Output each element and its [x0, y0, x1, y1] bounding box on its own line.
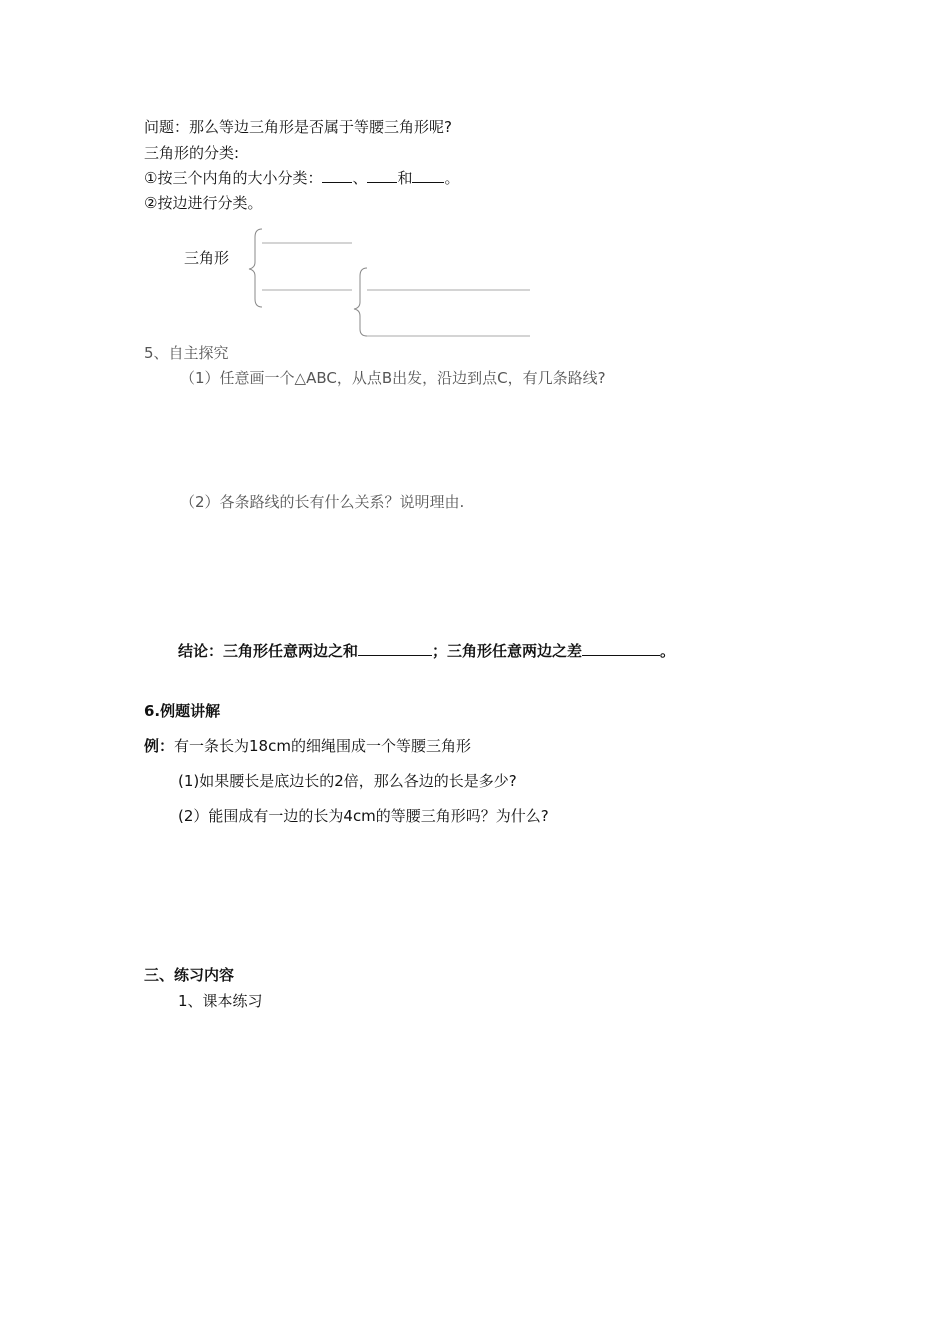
example-label: 例： — [144, 737, 175, 755]
outer-brace — [249, 229, 262, 307]
section5-question-1: （1）任意画一个△ABC，从点B出发，沿边到点C，有几条路线? — [180, 369, 606, 387]
blank-sum[interactable] — [358, 641, 432, 656]
section5-title: 5、自主探究 — [144, 344, 229, 362]
question-text: 问题：那么等边三角形是否属于等腰三角形呢? — [144, 118, 452, 136]
conclusion — [178, 641, 675, 661]
example-text: 有一条长为18cm的细绳围成一个等腰三角形 — [174, 737, 471, 755]
conclusion-end: 。 — [660, 642, 676, 660]
example-question-1: (1)如果腰长是底边长的2倍，那么各边的长是多少? — [178, 772, 517, 790]
classify-by-angle-label: ①按三个内角的大小分类： — [144, 169, 323, 187]
inner-brace — [354, 268, 367, 336]
blank-difference[interactable] — [582, 641, 660, 656]
classify-end: 。 — [444, 169, 460, 187]
section5-question-2: （2）各条路线的长有什么关系？说明理由. — [180, 493, 465, 511]
diagram-label-triangle: 三角形 — [184, 249, 230, 267]
separator-1: 、 — [352, 169, 368, 187]
section3-title: 三、练习内容 — [144, 966, 235, 984]
example-line — [144, 736, 471, 756]
separator-2: 和 — [397, 169, 413, 187]
example-question-2: (2）能围成有一边的长为4cm的等腰三角形吗？为什么? — [178, 807, 549, 825]
classification-title: 三角形的分类: — [144, 144, 240, 162]
conclusion-mid: ；三角形任意两边之差 — [432, 642, 583, 660]
section3-item-1: 1、课本练习 — [178, 992, 263, 1010]
classify-by-side: ②按边进行分类。 — [144, 194, 263, 212]
section6-title: 6.例题讲解 — [144, 702, 221, 720]
conclusion-prefix: 结论：三角形任意两边之和 — [178, 642, 359, 660]
